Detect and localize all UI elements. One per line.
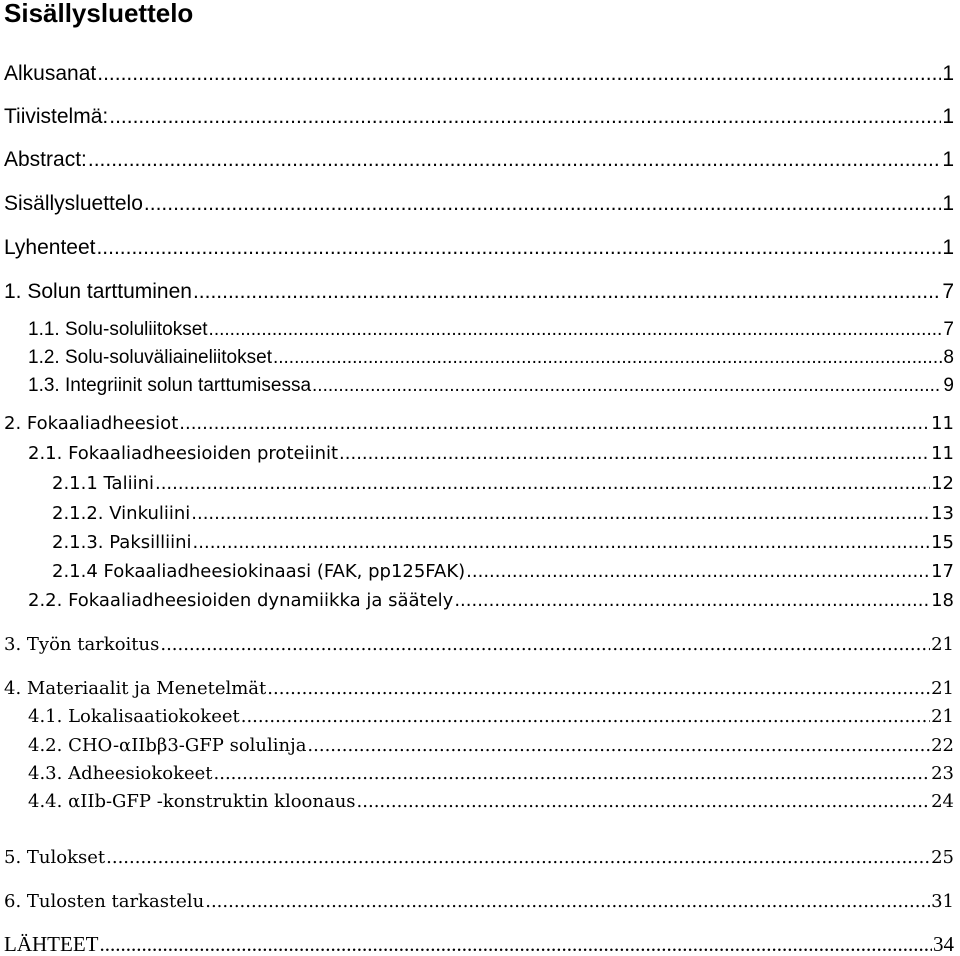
toc-entry-page: 7 — [942, 280, 954, 303]
toc-entry-label: 1.1. Solu-soluliitokset — [28, 319, 208, 340]
toc-entry-page: 13 — [931, 503, 954, 524]
toc-entry-label: Sisällysluettelo — [4, 192, 143, 215]
toc-entry[interactable] — [52, 472, 954, 496]
toc-entry-label: 2.1.3. Paksilliini — [52, 532, 192, 553]
leader-dots — [144, 192, 941, 216]
leader-dots — [205, 890, 930, 914]
toc-entry[interactable] — [4, 148, 954, 172]
toc-entry-page: 31 — [931, 891, 954, 912]
leader-dots — [214, 762, 931, 786]
toc-entry[interactable] — [4, 846, 954, 870]
toc-entry[interactable] — [52, 560, 954, 584]
leader-dots — [312, 374, 942, 398]
toc-entry[interactable] — [28, 374, 954, 398]
toc-entry[interactable] — [4, 412, 954, 436]
toc-entry-label: 6. Tulosten tarkastelu — [4, 891, 205, 912]
toc-entry[interactable] — [28, 790, 954, 814]
toc-entry[interactable] — [52, 502, 954, 526]
toc-entry-label: 4.3. Adheesiokokeet — [28, 763, 213, 784]
leader-dots — [357, 790, 931, 814]
toc-entry-page: 7 — [943, 319, 954, 340]
toc-entry-label: Lyhenteet — [4, 236, 96, 259]
toc-entry-label: 4.4. αIIb-GFP -konstruktin kloonaus — [28, 791, 356, 812]
toc-entry-page: 24 — [931, 791, 954, 812]
toc-entry-page: 34 — [933, 932, 954, 956]
toc-entry[interactable] — [28, 442, 954, 466]
leader-dots — [241, 705, 930, 729]
toc-entry-label: Abstract: — [4, 148, 87, 171]
toc-entry-page: 23 — [931, 763, 954, 784]
toc-entry-page: 1 — [942, 192, 954, 215]
toc-entry-page: 21 — [931, 706, 954, 727]
toc-entry-label: LÄHTEET — [4, 932, 99, 956]
toc-entry-label: Tiivistelmä: — [4, 105, 109, 128]
toc-entry-page: 25 — [931, 847, 954, 868]
toc-entry-label: 1.3. Integriinit solun tarttumisessa — [28, 375, 312, 396]
toc-entry-page: 9 — [943, 375, 954, 396]
toc-entry[interactable] — [28, 318, 954, 342]
leader-dots — [97, 62, 941, 86]
toc-entry-label: Alkusanat — [4, 62, 97, 85]
toc-entry-label: 1. Solun tarttuminen — [4, 280, 192, 303]
toc-entry[interactable] — [4, 105, 954, 129]
leader-dots — [160, 633, 930, 657]
toc-entry-label: 4.1. Lokalisaatiokokeet — [28, 706, 240, 727]
leader-dots — [339, 442, 930, 466]
toc-entry[interactable] — [4, 192, 954, 216]
toc-entry[interactable] — [4, 280, 954, 304]
toc-entry-page: 1 — [942, 105, 954, 128]
leader-dots — [454, 589, 930, 613]
leader-dots — [209, 318, 943, 342]
leader-dots — [267, 677, 930, 701]
toc-entry-page: 8 — [943, 347, 954, 368]
toc-entry-page: 17 — [931, 561, 954, 582]
leader-dots — [307, 734, 930, 758]
toc-entry-page: 15 — [931, 532, 954, 553]
toc-entry-page: 11 — [931, 413, 954, 434]
leader-dots — [88, 148, 941, 172]
toc-entry[interactable] — [4, 932, 954, 956]
leader-dots — [191, 502, 930, 526]
toc-entry-page: 1 — [942, 62, 954, 85]
toc-entry-label: 2.1.2. Vinkuliini — [52, 503, 191, 524]
toc-entry-label: 2.1. Fokaaliadheesioiden proteiinit — [28, 443, 339, 464]
toc-entry-label: 2.1.4 Fokaaliadheesiokinaasi (FAK, pp125FAK) — [52, 561, 466, 582]
leader-dots — [109, 105, 941, 129]
toc-entry-label: 5. Tulokset — [4, 847, 106, 868]
toc-entry-page: 22 — [931, 735, 954, 756]
toc-entry[interactable] — [28, 589, 954, 613]
toc-entry[interactable] — [4, 236, 954, 260]
leader-dots — [273, 346, 942, 370]
leader-dots — [99, 932, 932, 956]
toc-entry[interactable] — [28, 734, 954, 758]
leader-dots — [179, 412, 930, 436]
toc-entry[interactable] — [28, 346, 954, 370]
toc-entry-label: 3. Työn tarkoitus — [4, 634, 160, 655]
leader-dots — [96, 236, 941, 260]
toc-entry[interactable] — [52, 531, 954, 555]
toc-entry[interactable] — [28, 705, 954, 729]
toc-entry-page: 21 — [931, 634, 954, 655]
toc-entry[interactable] — [4, 62, 954, 86]
toc-entry-page: 12 — [931, 473, 954, 494]
toc-entry-label: 2. Fokaaliadheesiot — [4, 413, 179, 434]
leader-dots — [106, 846, 930, 870]
leader-dots — [155, 472, 930, 496]
page-title: Sisällysluettelo — [4, 0, 194, 28]
toc-entry-page: 21 — [931, 678, 954, 699]
toc-entry[interactable] — [4, 890, 954, 914]
toc-entry-label: 4.2. CHO-αIIbβ3-GFP solulinja — [28, 735, 307, 756]
toc-entry-label: 4. Materiaalit ja Menetelmät — [4, 678, 267, 699]
toc-entry-page: 1 — [942, 236, 954, 259]
leader-dots — [193, 531, 931, 555]
toc-entry-label: 1.2. Solu-soluväliaineliitokset — [28, 347, 272, 368]
toc-entry-label: 2.2. Fokaaliadheesioiden dynamiikka ja säätely — [28, 590, 454, 611]
leader-dots — [466, 560, 930, 584]
toc-entry-page: 18 — [931, 590, 954, 611]
toc-entry-page: 1 — [942, 148, 954, 171]
toc-entry-page: 11 — [931, 443, 954, 464]
leader-dots — [193, 280, 941, 304]
toc-entry[interactable] — [4, 677, 954, 701]
toc-entry-label: 2.1.1 Taliini — [52, 473, 154, 494]
toc-entry[interactable] — [28, 762, 954, 786]
toc-entry[interactable] — [4, 633, 954, 657]
